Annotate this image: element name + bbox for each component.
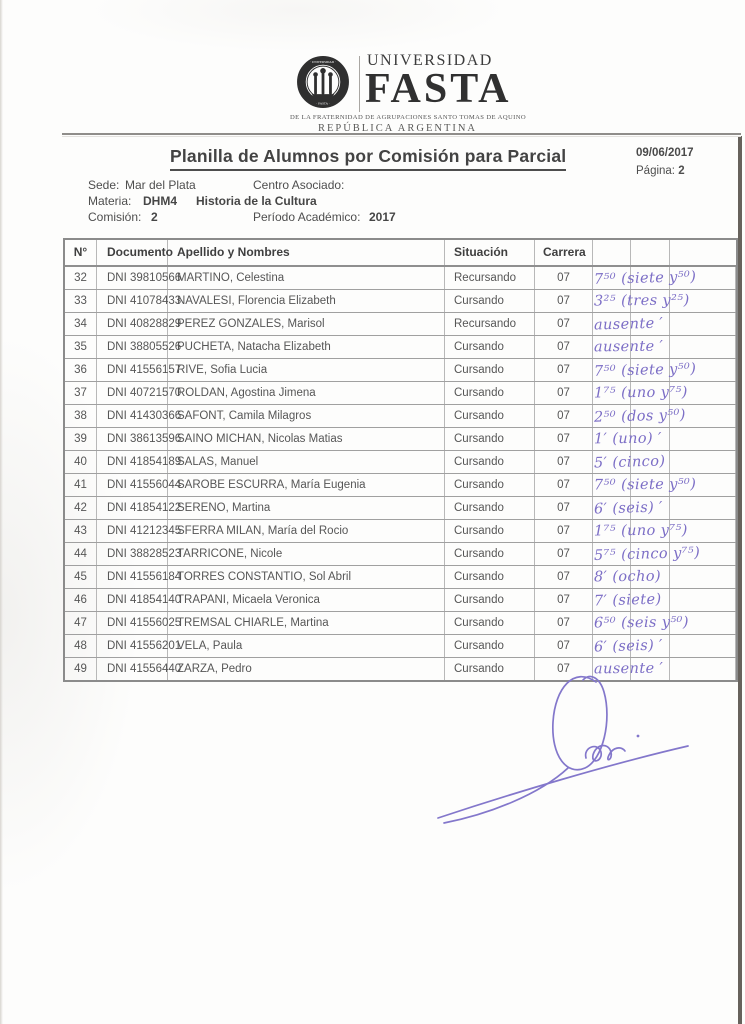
materia-name: Historia de la Cultura [196, 194, 317, 208]
student-name: TORRES CONSTANTIO, Sol Abril [168, 566, 445, 588]
blank-cell [670, 566, 736, 588]
blank-cell [670, 474, 736, 496]
document-id: DNI 41078433 [97, 290, 168, 312]
blank-cell [593, 290, 631, 312]
students-table [63, 238, 738, 682]
periodo-value: 2017 [369, 210, 396, 224]
blank-cell [670, 382, 736, 404]
blank-cell [593, 612, 631, 634]
student-name: SAFONT, Camila Milagros [168, 405, 445, 427]
status-value: Cursando [445, 474, 535, 496]
header-documento: Documento [97, 240, 168, 265]
row-number: 47 [65, 612, 97, 634]
handwritten-grade: 5⁷⁵ (cinco y⁷⁵) [593, 545, 701, 564]
career-code: 07 [535, 566, 593, 588]
handwritten-grade: 3²⁵ (tres y²⁵) [593, 292, 690, 310]
table-row [65, 612, 736, 635]
document-id: DNI 41556044 [97, 474, 168, 496]
blank-cell [631, 566, 670, 588]
document-id: DNI 40721570 [97, 382, 168, 404]
header-number: N° [65, 240, 97, 265]
header-blank-cell [670, 240, 736, 265]
table-header-row [65, 240, 736, 267]
document-id: DNI 41556184 [97, 566, 168, 588]
student-name: ROLDAN, Agostina Jimena [168, 382, 445, 404]
row-number: 46 [65, 589, 97, 611]
blank-cell [593, 635, 631, 657]
blank-cell [670, 635, 736, 657]
status-value: Cursando [445, 566, 535, 588]
blank-cell [670, 428, 736, 450]
document-id: DNI 41854189 [97, 451, 168, 473]
table-row [65, 451, 736, 474]
centro-asociado-label: Centro Asociado: [253, 178, 345, 192]
status-value: Cursando [445, 290, 535, 312]
student-name: MARTINO, Celestina [168, 267, 445, 289]
blank-cell [593, 336, 631, 358]
career-code: 07 [535, 451, 593, 473]
document-id: DNI 41556157 [97, 359, 168, 381]
blank-cell [670, 267, 736, 289]
career-code: 07 [535, 336, 593, 358]
page-number: 2 [678, 165, 685, 177]
row-number: 37 [65, 382, 97, 404]
student-name: RIVE, Sofia Lucia [168, 359, 445, 381]
blank-cell [631, 474, 670, 496]
career-code: 07 [535, 428, 593, 450]
handwritten-grade: ausente ′ [593, 315, 664, 334]
sede-label: Sede: [88, 178, 120, 192]
blank-cell [670, 290, 736, 312]
table-row [65, 566, 736, 589]
student-name: ZARZA, Pedro [168, 658, 445, 680]
blank-cell [631, 497, 670, 519]
brand-main-text: FASTA [365, 66, 512, 112]
row-number: 39 [65, 428, 97, 450]
row-number: 49 [65, 658, 97, 680]
document-id: DNI 41556440 [97, 658, 168, 680]
blank-cell [631, 612, 670, 634]
handwritten-grade: 7⁵⁰ (siete y⁵⁰) [593, 269, 697, 288]
status-value: Cursando [445, 382, 535, 404]
career-code: 07 [535, 543, 593, 565]
scan-edge-right [738, 136, 742, 1024]
brand-subtitle: DE LA FRATERNIDAD DE AGRUPACIONES SANTO TOMAS DE AQUINO [290, 114, 527, 121]
blank-cell [593, 359, 631, 381]
row-number: 32 [65, 267, 97, 289]
career-code: 07 [535, 405, 593, 427]
career-code: 07 [535, 474, 593, 496]
row-number: 48 [65, 635, 97, 657]
table-body [65, 267, 736, 680]
row-number: 43 [65, 520, 97, 542]
blank-cell [670, 313, 736, 335]
brand-top-text: UNIVERSIDAD [367, 52, 493, 69]
handwritten-grade: 1′ (uno) ′ [593, 430, 662, 448]
handwritten-grade: 1⁷⁵ (uno y⁷⁵) [593, 384, 688, 402]
blank-cell [670, 612, 736, 634]
status-value: Recursando [445, 267, 535, 289]
page-label: Página: [636, 165, 676, 177]
table-row [65, 313, 736, 336]
student-name: SAINO MICHAN, Nicolas Matias [168, 428, 445, 450]
header-blank-cell [631, 240, 670, 265]
blank-cell [631, 520, 670, 542]
career-code: 07 [535, 497, 593, 519]
blank-cell [670, 405, 736, 427]
blank-cell [593, 520, 631, 542]
table-row [65, 336, 736, 359]
blank-cell [631, 543, 670, 565]
table-row [65, 382, 736, 405]
row-number: 42 [65, 497, 97, 519]
handwritten-grade: 8′ (ocho) [593, 568, 662, 586]
table-row [65, 543, 736, 566]
logo-divider [359, 56, 360, 112]
career-code: 07 [535, 359, 593, 381]
row-number: 34 [65, 313, 97, 335]
blank-cell [593, 566, 631, 588]
blank-cell [631, 359, 670, 381]
student-name: TREMSAL CHIARLE, Martina [168, 612, 445, 634]
blank-cell [670, 451, 736, 473]
career-code: 07 [535, 290, 593, 312]
blank-cell [670, 359, 736, 381]
blank-cell [631, 267, 670, 289]
status-value: Cursando [445, 428, 535, 450]
student-name: SALAS, Manuel [168, 451, 445, 473]
sede-row [88, 178, 345, 192]
blank-cell [670, 589, 736, 611]
status-value: Cursando [445, 520, 535, 542]
career-code: 07 [535, 382, 593, 404]
career-code: 07 [535, 589, 593, 611]
header-situacion: Situación [445, 240, 535, 265]
handwritten-grade: 5′ (cinco) [593, 453, 666, 472]
table-row [65, 267, 736, 290]
periodo-label: Período Académico: [253, 210, 361, 224]
row-number: 38 [65, 405, 97, 427]
document-id: DNI 41430366 [97, 405, 168, 427]
document-date: 09/06/2017 [636, 147, 694, 159]
handwritten-grade: 6′ (seis) ′ [593, 499, 664, 518]
blank-cell [593, 267, 631, 289]
student-name: TRAPANI, Micaela Veronica [168, 589, 445, 611]
comision-row [88, 210, 396, 224]
blank-cell [593, 451, 631, 473]
table-row [65, 474, 736, 497]
blank-cell [593, 497, 631, 519]
status-value: Cursando [445, 336, 535, 358]
status-value: Cursando [445, 497, 535, 519]
document-id: DNI 41854140 [97, 589, 168, 611]
handwritten-grade: 1⁷⁵ (uno y⁷⁵) [593, 522, 688, 540]
blank-cell [670, 336, 736, 358]
career-code: 07 [535, 313, 593, 335]
student-name: VELA, Paula [168, 635, 445, 657]
brand-country: REPÚBLICA ARGENTINA [317, 123, 478, 134]
document-id: DNI 41212345 [97, 520, 168, 542]
materia-row [88, 194, 317, 208]
handwritten-grade: 7′ (siete) [593, 591, 662, 610]
blank-cell [593, 589, 631, 611]
row-number: 45 [65, 566, 97, 588]
handwritten-grade: 6⁵⁰ (seis y⁵⁰) [593, 614, 689, 632]
career-code: 07 [535, 267, 593, 289]
career-code: 07 [535, 520, 593, 542]
status-value: Cursando [445, 405, 535, 427]
status-value: Cursando [445, 658, 535, 680]
blank-cell [593, 428, 631, 450]
table-row [65, 359, 736, 382]
row-number: 36 [65, 359, 97, 381]
comision-label: Comisión: [88, 210, 142, 224]
handwritten-grade: 7⁵⁰ (siete y⁵⁰) [593, 476, 697, 494]
status-value: Cursando [445, 359, 535, 381]
student-name: TARRICONE, Nicole [168, 543, 445, 565]
blank-cell [631, 428, 670, 450]
table-row [65, 635, 736, 658]
career-code: 07 [535, 612, 593, 634]
svg-text:· UNIVERSIDAD ·: · UNIVERSIDAD · [310, 59, 336, 64]
student-name: SAROBE ESCURRA, María Eugenia [168, 474, 445, 496]
row-number: 40 [65, 451, 97, 473]
materia-label: Materia: [88, 194, 132, 208]
student-name: PUCHETA, Natacha Elizabeth [168, 336, 445, 358]
handwritten-grade: ausente ′ [593, 660, 664, 678]
student-name: NAVALESI, Florencia Elizabeth [168, 290, 445, 312]
blank-cell [631, 313, 670, 335]
document-id: DNI 40828829 [97, 313, 168, 335]
career-code: 07 [535, 635, 593, 657]
blank-cell [631, 635, 670, 657]
table-row [65, 589, 736, 612]
handwritten-grade: 7⁵⁰ (siete y⁵⁰) [593, 361, 697, 380]
handwritten-grade: ausente ′ [593, 338, 664, 356]
document-id: DNI 38805526 [97, 336, 168, 358]
page-title: Planilla de Alumnos por Comisión para Parcial [170, 146, 566, 171]
status-value: Cursando [445, 612, 535, 634]
sede-value: Mar del Plata [125, 178, 196, 192]
status-value: Cursando [445, 589, 535, 611]
blank-cell [631, 405, 670, 427]
handwritten-grade: 6′ (seis) ′ [593, 637, 664, 656]
document-id: DNI 38828523 [97, 543, 168, 565]
document-id: DNI 41854122 [97, 497, 168, 519]
blank-cell [593, 313, 631, 335]
blank-cell [631, 589, 670, 611]
row-number: 33 [65, 290, 97, 312]
blank-cell [631, 290, 670, 312]
student-name: SERENO, Martina [168, 497, 445, 519]
blank-cell [593, 382, 631, 404]
document-id: DNI 41556201 [97, 635, 168, 657]
blank-cell [670, 520, 736, 542]
header-blank-cell [593, 240, 631, 265]
header-rule [62, 133, 741, 137]
career-code: 07 [535, 658, 593, 680]
header-carrera: Carrera [535, 240, 593, 265]
header-apellido: Apellido y Nombres [168, 240, 445, 265]
table-row [65, 405, 736, 428]
comision-value: 2 [151, 210, 158, 224]
blank-cell [670, 543, 736, 565]
blank-cell [631, 382, 670, 404]
status-value: Recursando [445, 313, 535, 335]
status-value: Cursando [445, 543, 535, 565]
page-indicator [636, 165, 685, 177]
student-name: SFERRA MILAN, María del Rocio [168, 520, 445, 542]
document-id: DNI 41556025 [97, 612, 168, 634]
table-row [65, 428, 736, 451]
handwritten-grade: 2⁵⁰ (dos y⁵⁰) [593, 407, 687, 426]
blank-cell [631, 336, 670, 358]
status-value: Cursando [445, 635, 535, 657]
table-row [65, 497, 736, 520]
svg-text:· FASTA ·: · FASTA · [316, 101, 330, 106]
row-number: 41 [65, 474, 97, 496]
document-id: DNI 38613596 [97, 428, 168, 450]
scan-edge-left [0, 0, 3, 1024]
blank-cell [593, 405, 631, 427]
materia-code: DHM4 [143, 194, 178, 208]
blank-cell [631, 451, 670, 473]
blank-cell [593, 543, 631, 565]
student-name: PEREZ GONZALES, Marisol [168, 313, 445, 335]
row-number: 44 [65, 543, 97, 565]
signature [428, 660, 698, 825]
row-number: 35 [65, 336, 97, 358]
table-row [65, 290, 736, 313]
university-seal-icon [295, 54, 351, 110]
blank-cell [593, 474, 631, 496]
table-row [65, 520, 736, 543]
document-id: DNI 39810566 [97, 267, 168, 289]
blank-cell [670, 497, 736, 519]
status-value: Cursando [445, 451, 535, 473]
